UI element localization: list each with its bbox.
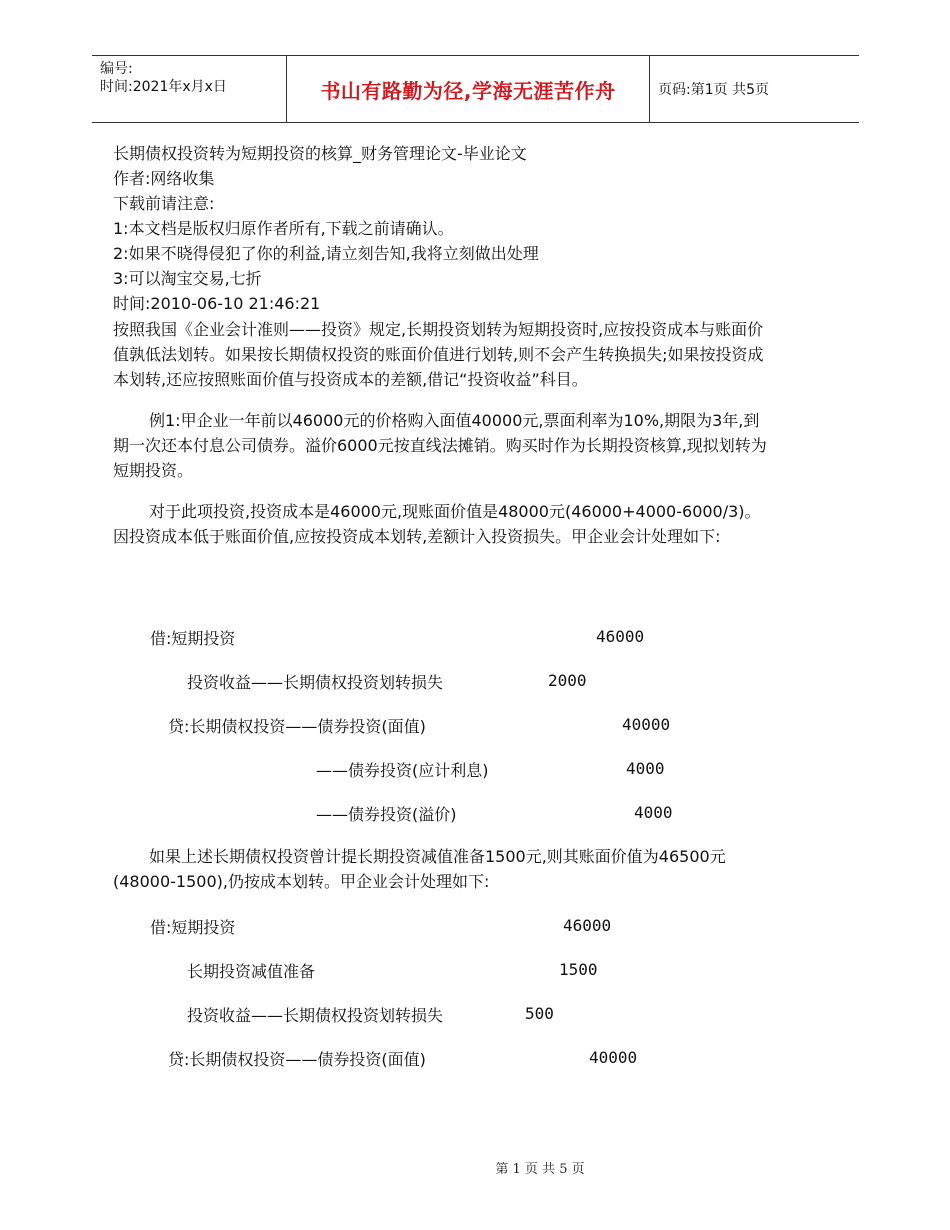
header-meta (92, 56, 286, 122)
entry1-line-2-label: 投资收益——长期债权投资划转损失 (187, 673, 444, 692)
entry2-line-4-label: 贷:长期债权投资——债券投资(面值) (168, 1050, 426, 1069)
entry1-line-2-amount: 2000 (548, 671, 587, 690)
entry2-line-2-amount: 1500 (559, 960, 598, 979)
notice-heading: 下载前请注意: (113, 194, 215, 213)
document-title: 长期债权投资转为短期投资的核算_财务管理论文-毕业论文 (113, 144, 527, 163)
entry2-line-1-label: 借:短期投资 (150, 918, 236, 937)
author-line: 作者:网络收集 (113, 169, 215, 188)
entry1-line-5-amount: 4000 (634, 803, 673, 822)
page-header (92, 55, 859, 123)
notice-item-2: 2:如果不晓得侵犯了你的利益,请立刻告知,我将立刻做出处理 (113, 244, 539, 263)
publish-time: 时间:2010-06-10 21:46:21 (113, 294, 321, 313)
entry1-line-3-label: 贷:长期债权投资——债券投资(面值) (168, 717, 426, 736)
header-page-number: 页码:第1页 共5页 (658, 82, 769, 98)
paragraph-impairment: 如果上述长期债权投资曾计提长期投资减值准备1500元,则其账面价值为46500元(48000-1500),仍按成本划转。甲企业会计处理如下: (113, 847, 726, 891)
entry2-line-1-amount: 46000 (563, 916, 612, 935)
entry1-line-1-amount: 46000 (596, 627, 645, 646)
document-number-label: 编号: (100, 61, 133, 77)
notice-item-1: 1:本文档是版权归原作者所有,下载之前请确认。 (113, 219, 454, 238)
entry2-line-3-amount: 500 (525, 1004, 554, 1023)
document-time-label: 时间:2021年x月x日 (100, 79, 227, 95)
entry1-line-5-label: ——债券投资(溢价) (316, 805, 457, 824)
document-body (113, 143, 773, 549)
entry2-line-4-amount: 40000 (589, 1048, 638, 1067)
entry2-line-3-label: 投资收益——长期债权投资划转损失 (187, 1006, 444, 1025)
page-footer: 第 1 页 共 5 页 (495, 1162, 585, 1177)
paragraph-analysis: 对于此项投资,投资成本是46000元,现账面价值是48000元(46000+4000-6000/3)。因投资成本低于账面价值,应按投资成本划转,差额计入投资损失。甲企业会计处理如下: (113, 502, 761, 546)
header-motto: 书山有路勤为径,学海无涯苦作舟 (286, 56, 650, 122)
entry2-line-2-label: 长期投资减值准备 (187, 962, 316, 981)
entry1-line-1-label: 借:短期投资 (150, 629, 236, 648)
entry1-line-4-amount: 4000 (626, 759, 665, 778)
entry1-line-3-amount: 40000 (622, 715, 671, 734)
paragraph-rule: 按照我国《企业会计准则——投资》规定,长期投资划转为短期投资时,应按投资成本与账面价值孰低法划转。如果按长期债权投资的账面价值进行划转,则不会产生转换损失;如果按投资成本划转,还应按照账面价值与投资成本的差额,借记“投资收益”科目。 (113, 320, 764, 389)
paragraph-example: 例1:甲企业一年前以46000元的价格购入面值40000元,票面利率为10%,期限为3年,到期一次还本付息公司债券。溢价6000元按直线法摊销。购买时作为长期投资核算,现拟划转为短期投资。 (113, 411, 767, 480)
entry1-line-4-label: ——债券投资(应计利息) (316, 761, 489, 780)
notice-item-3: 3:可以淘宝交易,七折 (113, 269, 262, 288)
